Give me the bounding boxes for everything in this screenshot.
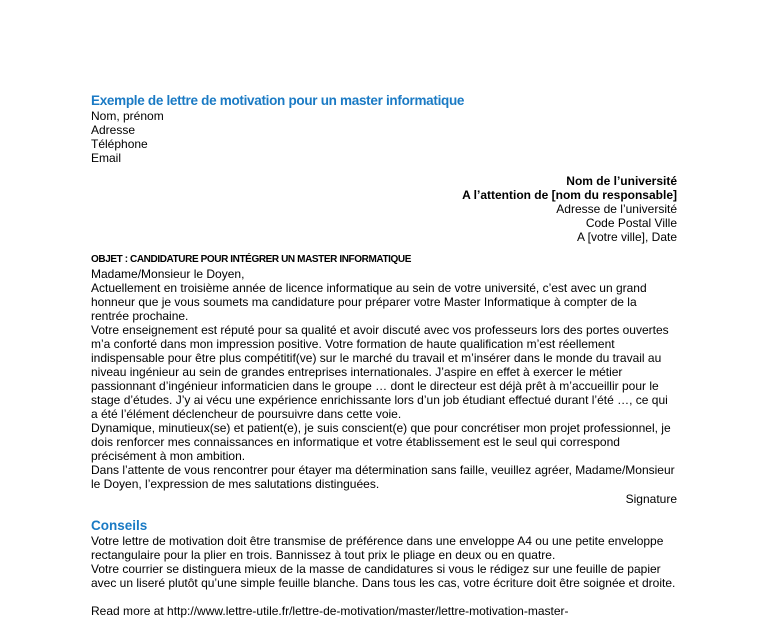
recipient-block bbox=[91, 174, 677, 244]
conseils-heading: Conseils bbox=[91, 518, 148, 533]
read-more-link[interactable]: Read more at http://www.lettre-utile.fr/lettre-de-motivation/master/lettre-motivation-master- bbox=[91, 604, 569, 618]
place-date: A [votre ville], Date bbox=[576, 230, 677, 244]
salutation: Madame/Monsieur le Doyen, bbox=[91, 267, 245, 281]
conseils-paragraph: Votre courrier se distinguera mieux de la masse de candidatures si vous le rédigez sur une feuille de papier avec un liseré plutôt qu’une simple feuille blanche. Dans tous les cas, votre écriture doit être soignée et droite. bbox=[91, 562, 676, 590]
recipient-postal: Code Postal Ville bbox=[585, 216, 677, 230]
sender-email: Email bbox=[91, 151, 122, 165]
letter-content bbox=[91, 93, 677, 618]
sender-address: Adresse bbox=[91, 123, 136, 137]
recipient-name: Nom de l’université bbox=[566, 174, 677, 188]
conseils-block bbox=[91, 534, 677, 590]
letter-subject: OBJET : CANDIDATURE POUR INTÉGRER UN MASTER INFORMATIQUE bbox=[91, 254, 412, 265]
sender-name: Nom, prénom bbox=[91, 109, 164, 123]
conseils-paragraph: Votre lettre de motivation doit être transmise de préférence dans une enveloppe A4 ou une petite enveloppe rectangulaire pour la plier en trois. Bannissez à tout prix le pliage en deux ou en quatre. bbox=[91, 534, 664, 562]
body-paragraph: Dynamique, minutieux(se) et patient(e), je suis conscient(e) que pour concrétiser mon projet professionnel, je dois renforcer mes connaissances en informatique et votre établissement est le seul qui correspond précisément à mon ambition. bbox=[91, 421, 671, 463]
sender-block bbox=[91, 109, 677, 165]
body-paragraph: Dans l’attente de vous rencontrer pour étayer ma détermination sans faille, veuillez agréer, Madame/Monsieur le Doyen, l’expression de mes salutations distinguées. bbox=[91, 463, 675, 491]
sender-phone: Téléphone bbox=[91, 137, 148, 151]
page-title: Exemple de lettre de motivation pour un master informatique bbox=[91, 93, 465, 108]
body-paragraph: Actuellement en troisième année de licence informatique au sein de votre université, c’est avec un grand honneur que je vous soumets ma candidature pour préparer votre Master Informatique à compter de la rentrée prochaine. bbox=[91, 281, 647, 323]
letter-body bbox=[91, 267, 677, 491]
signature: Signature bbox=[625, 492, 677, 506]
body-paragraph: Votre enseignement est réputé pour sa qualité et avoir discuté avec vos professeurs lors des portes ouvertes m’a conforté dans mon impression positive. Votre formation de haute qualification m’est réellement indispensable pour être plus compétitif(ve) sur le marché du travail et m’insérer dans le monde du travail au niveau ingénieur au sein de grandes entreprises internationales. J’aspire en effet à exercer le métier passionnant d’ingénieur informaticien dans le groupe … dont le directeur est déjà prêt à m’accueillir pour le stage d’études. J’y ai vécu une expérience enrichissante lors d’un job étudiant effectué durant l’été …, ce qui a été l’élément déclencheur de poursuivre dans cette voie. bbox=[91, 323, 669, 421]
recipient-attention: A l’attention de [nom du responsable] bbox=[462, 188, 677, 202]
recipient-address: Adresse de l’université bbox=[556, 202, 677, 216]
